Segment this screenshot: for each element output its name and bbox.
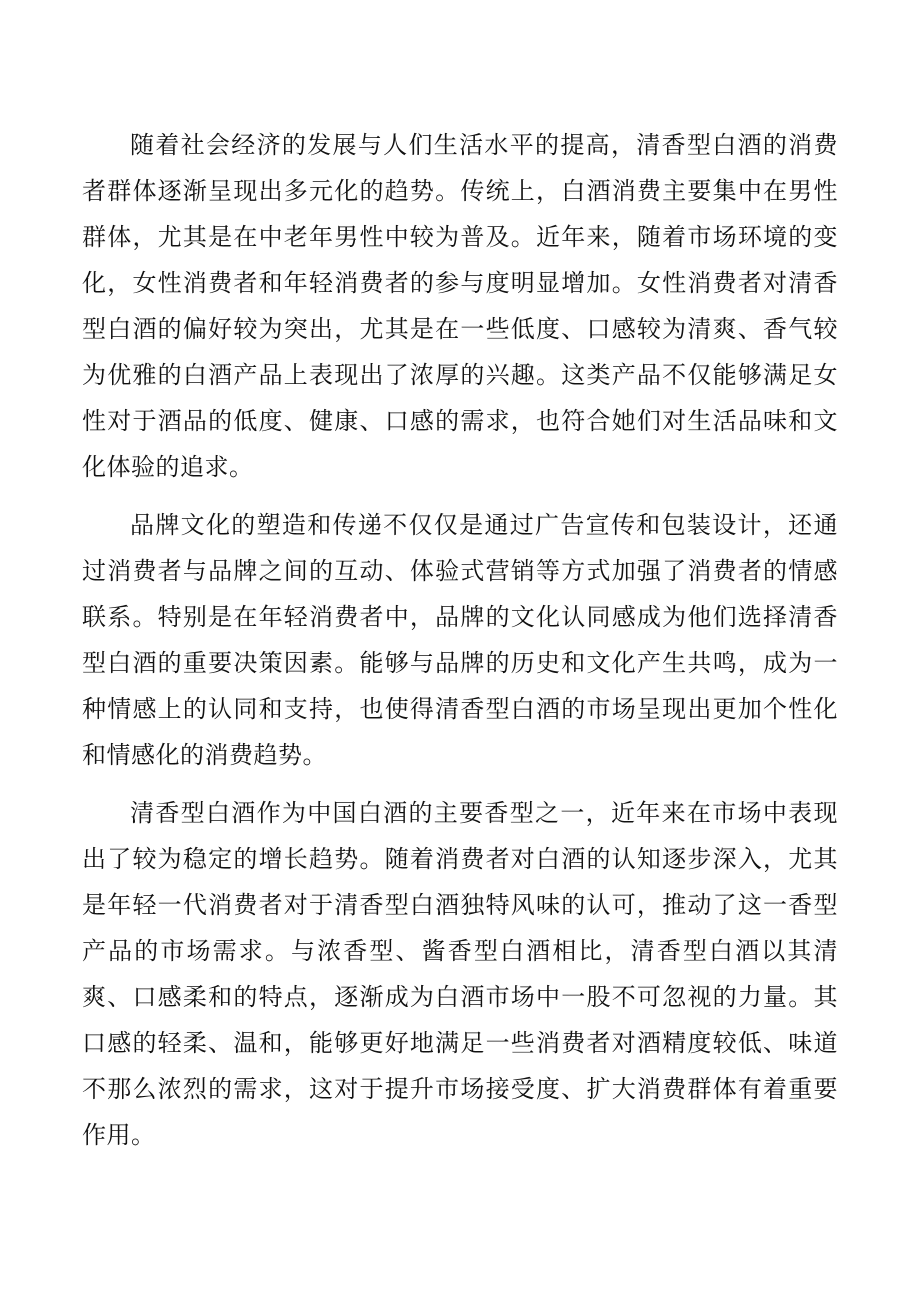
paragraph-brand-culture: 品牌文化的塑造和传递不仅仅是通过广告宣传和包装设计，还通过消费者与品牌之间的互动、体验式营销等方式加强了消费者的情感联系。特别是在年轻消费者中，品牌的文化认同感成为他们选择清香型白酒的重要决策因素。能够与品牌的历史和文化产生共鸣，成为一种情感上的认同和支持，也使得清香型白酒的市场呈现出更加个性化和情感化的消费趋势。 (82, 511, 838, 769)
paragraph-market-growth: 清香型白酒作为中国白酒的主要香型之一，近年来在市场中表现出了较为稳定的增长趋势。随着消费者对白酒的认知逐步深入，尤其是年轻一代消费者对于清香型白酒独特风味的认可，推动了这一香型产品的市场需求。与浓香型、酱香型白酒相比，清香型白酒以其清爽、口感柔和的特点，逐渐成为白酒市场中一股不可忽视的力量。其口感的轻柔、温和，能够更好地满足一些消费者对酒精度较低、味道不那么浓烈的需求，这对于提升市场接受度、扩大消费群体有着重要作用。 (82, 799, 838, 1149)
paragraph-consumer-diversity: 随着社会经济的发展与人们生活水平的提高，清香型白酒的消费者群体逐渐呈现出多元化的趋势。传统上，白酒消费主要集中在男性群体，尤其是在中老年男性中较为普及。近年来，随着市场环境的变化，女性消费者和年轻消费者的参与度明显增加。女性消费者对清香型白酒的偏好较为突出，尤其是在一些低度、口感较为清爽、香气较为优雅的白酒产品上表现出了浓厚的兴趣。这类产品不仅能够满足女性对于酒品的低度、健康、口感的需求，也符合她们对生活品味和文化体验的追求。 (82, 131, 838, 481)
document-body (82, 122, 838, 1170)
